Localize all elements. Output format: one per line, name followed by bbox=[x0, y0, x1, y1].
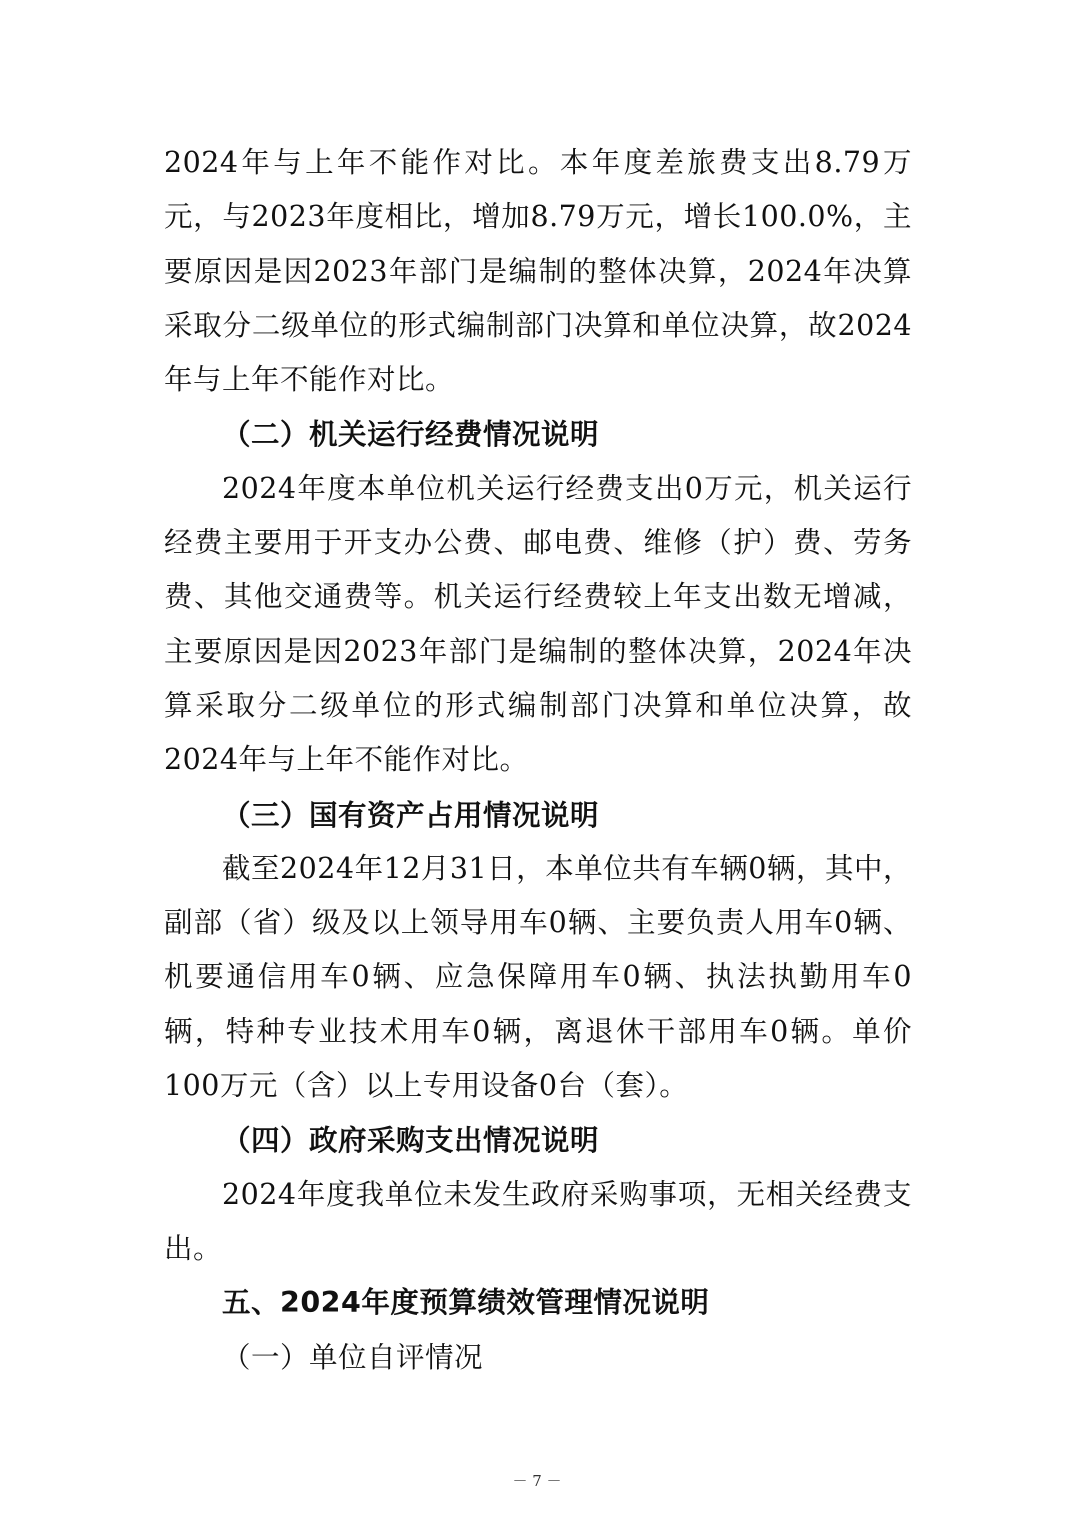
section-heading-performance-management: 五、2024年度预算绩效管理情况说明 bbox=[222, 1286, 710, 1320]
page-body bbox=[164, 136, 912, 1385]
heading-operating-expense: （二）机关运行经费情况说明 bbox=[222, 417, 600, 452]
subheading-self-evaluation: （一）单位自评情况 bbox=[222, 1340, 484, 1374]
paragraph-operating-expense: 2024年度本单位机关运行经费支出0万元，机关运行经费主要用于开支办公费、邮电费、维修（护）费、劳务费、其他交通费等。机关运行经费较上年支出数无增减，主要原因是因2023年部门是编制的整体决算，2024年决算采取分二级单位的形式编制部门决算和单位决算，故2024年与上年不能作对比。 bbox=[164, 471, 912, 777]
heading-state-assets: （三）国有资产占用情况说明 bbox=[222, 797, 600, 832]
paragraph-state-assets: 截至2024年12月31日，本单位共有车辆0辆，其中，副部（省）级及以上领导用车0辆、主要负责人用车0辆、机要通信用车0辆、应急保障用车0辆、执法执勤用车0辆，特种专业技术用车0辆，离退休干部用车0辆。单价100万元（含）以上专用设备0台（套）。 bbox=[164, 851, 912, 1103]
paragraph-government-procurement: 2024年度我单位未发生政府采购事项，无相关经费支出。 bbox=[164, 1177, 912, 1265]
heading-government-procurement: （四）政府采购支出情况说明 bbox=[222, 1123, 600, 1158]
page-number: － 7 － bbox=[512, 1472, 562, 1490]
paragraph-travel-expense: 2024年与上年不能作对比。本年度差旅费支出8.79万元，与2023年度相比，增加8.79万元，增长100.0%，主要原因是因2023年部门是编制的整体决算，2024年决算采取分二级单位的形式编制部门决算和单位决算，故2024年与上年不能作对比。 bbox=[164, 146, 912, 397]
